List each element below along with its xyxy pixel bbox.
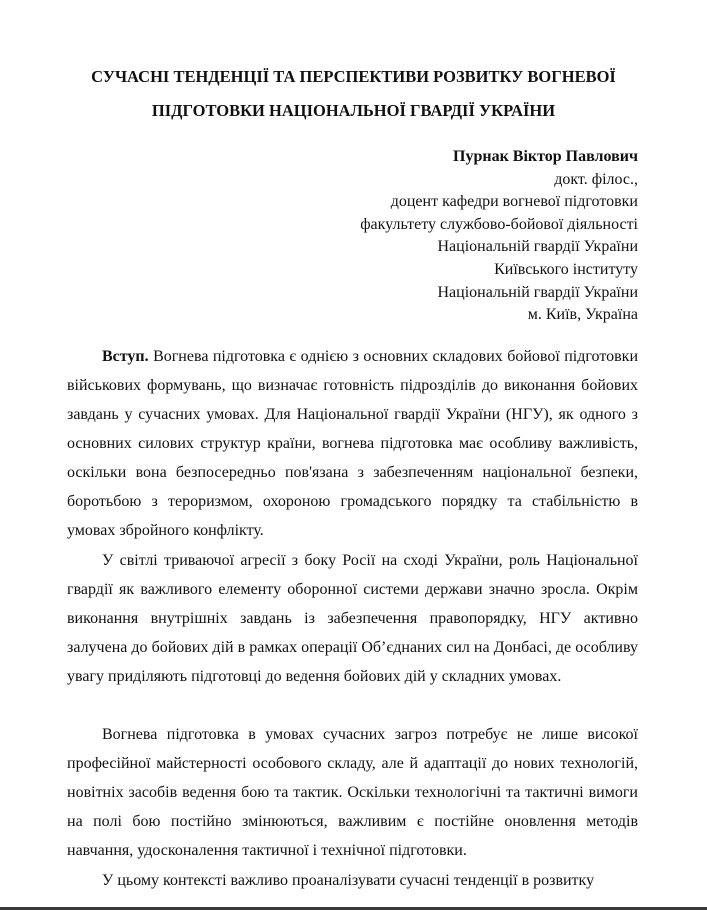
title-line-1: СУЧАСНІ ТЕНДЕНЦІЇ ТА ПЕРСПЕКТИВИ РОЗВИТКУ ВОГНЕВОЇ [91, 67, 616, 86]
intro-text: Вогнева підготовка є однією з основних складових бойової підготовки військових формувань, що визначає готовність підрозділів до виконання бойових завдань у сучасних умовах. Для Національної гвардії України (НГУ), як одного з основних силових структур країни, вогнева підготовка має особливу важливість, оскільки вона безпосередньо пов'язана з забезпеченням національної безпеки, боротьбою з тероризмом, охороною громадського порядку та стабільністю в умовах збройного конфлікту. [67, 348, 638, 539]
author-organization: Національній гвардії України [437, 238, 638, 256]
author-name: Пурнак Віктор Павлович [453, 148, 638, 165]
paper-title [60, 60, 647, 128]
author-block [360, 146, 638, 327]
paragraph-3: Вогнева підготовка в умовах сучасних загроз потребує не лише високої професійної майстерності особового складу, але й адаптації до нових технологій, новітніх засобів ведення бою та тактик. Оскільки технологічні та тактичні вимоги на полі бою постійно змінюються, важливим є постійне оновлення методів навчання, удосконалення тактичної і технічної підготовки. [67, 726, 638, 859]
author-faculty: факультету службово-бойової діяльності [360, 215, 638, 233]
intro-lead: Вступ. [102, 348, 149, 365]
paragraph-4: У цьому контексті важливо проаналізувати сучасні тенденції в розвитку [102, 872, 595, 889]
author-position: доцент кафедри вогневої підготовки [390, 193, 638, 211]
author-city: м. Київ, Україна [527, 306, 638, 324]
author-organization-2: Національній гвардії України [437, 283, 638, 301]
title-line-2: ПІДГОТОВКИ НАЦІОНАЛЬНОЇ ГВАРДІЇ УКРАЇНИ [151, 101, 556, 120]
intro-paragraph [67, 342, 638, 545]
author-institute: Київського інституту [494, 260, 638, 278]
author-degree: докт. філос., [554, 170, 638, 188]
paragraph-2: У світлі триваючої агресії з боку Росії на сході України, роль Національної гвардії як важливого елементу оборонної системи держави значно зросла. Окрім виконання внутрішніх завдань із забезпечення правопорядку, НГУ активно залучена до бойових дій в рамках операції Об’єднаних сил на Донбасі, де особливу увагу приділяють підготовці до ведення бойових дій у складних умовах. [67, 552, 638, 685]
